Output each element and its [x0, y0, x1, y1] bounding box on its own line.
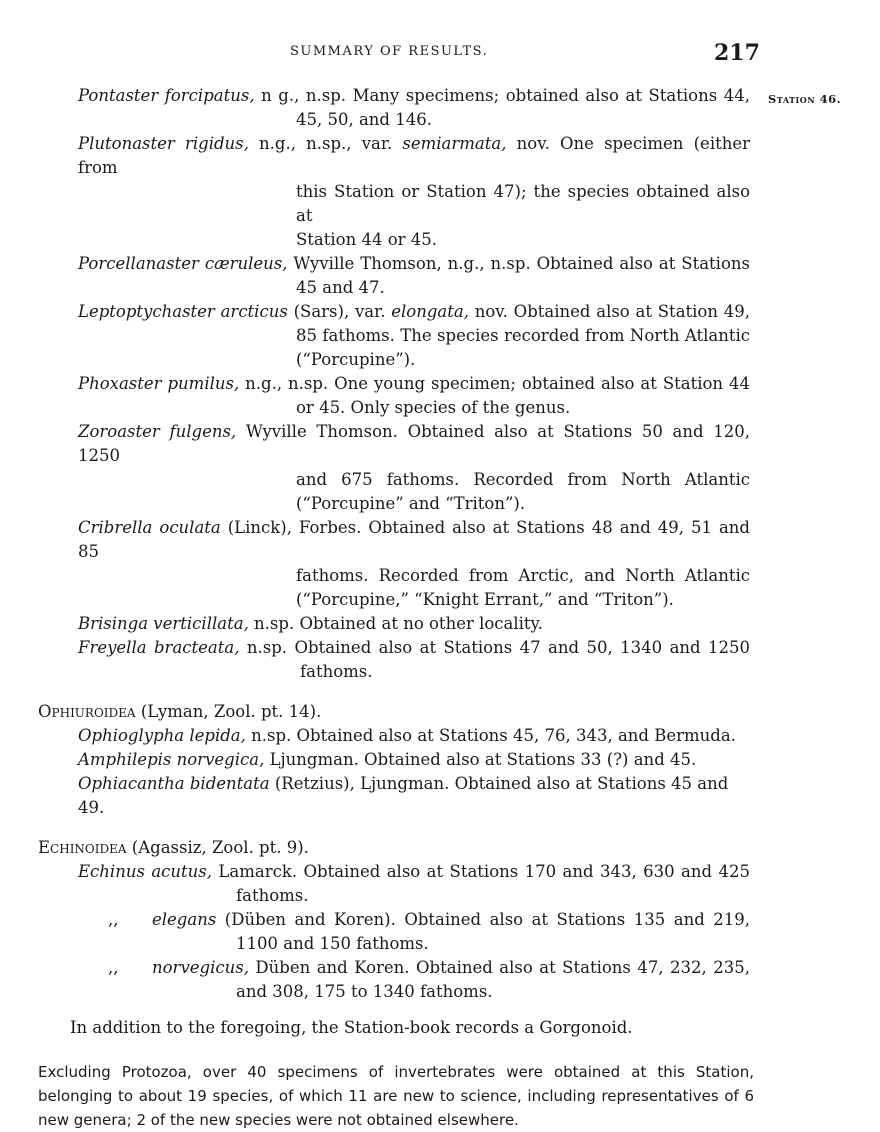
species-entry: Brisinga verticillata, n.sp. Obtained at no other locality. — [78, 614, 543, 633]
species-entry: Amphilepis norvegica, Ljungman. Obtained also at Stations 33 (?) and 45. — [78, 750, 697, 769]
species-name: Amphilepis norvegica, — [78, 750, 265, 769]
species-name: Plutonaster rigidus, — [78, 134, 249, 153]
species-entry: ,, elegans (Düben and Koren). Obtained also at Stations 135 and 219, 1100 and 150 fathoms. — [78, 908, 750, 956]
species-entry: Leptoptychaster arcticus (Sars), var. elongata, nov. Obtained also at Station 49, 85 fathoms. The species recorded from North Atlantic (“Porcupine”). — [78, 302, 751, 369]
species-name: elegans — [152, 910, 217, 929]
species-entry: Porcellanaster cæruleus, Wyville Thomson, n.g., n.sp. Obtained also at Stations 45 and 47. — [78, 254, 750, 297]
species-name: norvegicus, — [152, 958, 249, 977]
species-entry: Freyella bracteata, n.sp. Obtained also at Stations 47 and 50, 1340 and 1250 fathoms. — [78, 638, 751, 681]
species-name: Echinus acutus, — [78, 862, 213, 881]
species-entry: Cribrella oculata (Linck), Forbes. Obtained also at Stations 48 and 49, 51 and 85 fathoms. Recorded from Arctic, and North Atlantic (“Porcupine,” “Knight Errant,” and “Triton”). — [78, 518, 750, 609]
species-name: Ophiacantha bidentata — [78, 774, 270, 793]
species-entry: Ophiacantha bidentata (Retzius), Ljungman. Obtained also at Stations 45 and 49. — [78, 774, 729, 817]
species-name: Porcellanaster cæruleus, — [78, 254, 288, 273]
species-entry: Echinus acutus, Lamarck. Obtained also at Stations 170 and 343, 630 and 425 fathoms. — [78, 862, 750, 905]
group-heading-echinoidea: Echinoidea (Agassiz, Zool. pt. 9). — [38, 838, 309, 857]
species-entry: Zoroaster fulgens, Wyville Thomson. Obtained also at Stations 50 and 120, 1250 and 675 fathoms. Recorded from North Atlantic (“Porcupine” and “Triton”). — [78, 422, 751, 513]
ditto-mark: ,, — [108, 958, 119, 977]
species-entry: ,, norvegicus, Düben and Koren. Obtained also at Stations 47, 232, 235, and 308, 175 to 1340 fathoms. — [78, 956, 750, 1004]
running-head: SUMMARY OF RESULTS. — [290, 44, 489, 59]
species-name: Freyella bracteata, — [78, 638, 240, 657]
ditto-mark: ,, — [108, 910, 119, 929]
species-name: Brisinga verticillata, — [78, 614, 249, 633]
species-name: Ophioglypha lepida, — [78, 726, 246, 745]
species-name: Phoxaster pumilus, — [78, 374, 240, 393]
station-summary: Excluding Protozoa, over 40 specimens of invertebrates were obtained at this Station, belonging to about 19 species, of which 11 are new to science, including representatives of 6 new genera; 2 of the new species were not obtained elsewhere. — [38, 1063, 754, 1129]
species-name: Zoroaster fulgens, — [78, 422, 237, 441]
species-entry: Plutonaster rigidus, n.g., n.sp., var. semiarmata, nov. One specimen (either from this Station or Station 47); the species obtained also at Station 44 or 45. — [78, 134, 751, 249]
margin-note-station: Station 46. — [768, 92, 842, 106]
species-name: Cribrella oculata — [78, 518, 221, 537]
group-heading-ophiuroidea: Ophiuroidea (Lyman, Zool. pt. 14). — [38, 702, 322, 721]
species-entry: Phoxaster pumilus, n.g., n.sp. One young specimen; obtained also at Station 44 or 45. Only species of the genus. — [78, 374, 750, 417]
species-name: Pontaster forcipatus, — [78, 86, 255, 105]
addition-note: In addition to the foregoing, the Station-book records a Gorgonoid. — [70, 1018, 633, 1037]
page-number: 217 — [714, 40, 760, 66]
species-entry: Pontaster forcipatus, n g., n.sp. Many specimens; obtained also at Stations 44, 45, 50, and 146. — [78, 86, 750, 129]
species-name: Leptoptychaster arcticus — [78, 302, 288, 321]
main-text — [0, 84, 880, 1132]
page-header — [0, 40, 880, 70]
species-entry: Ophioglypha lepida, n.sp. Obtained also at Stations 45, 76, 343, and Bermuda. — [78, 726, 736, 745]
